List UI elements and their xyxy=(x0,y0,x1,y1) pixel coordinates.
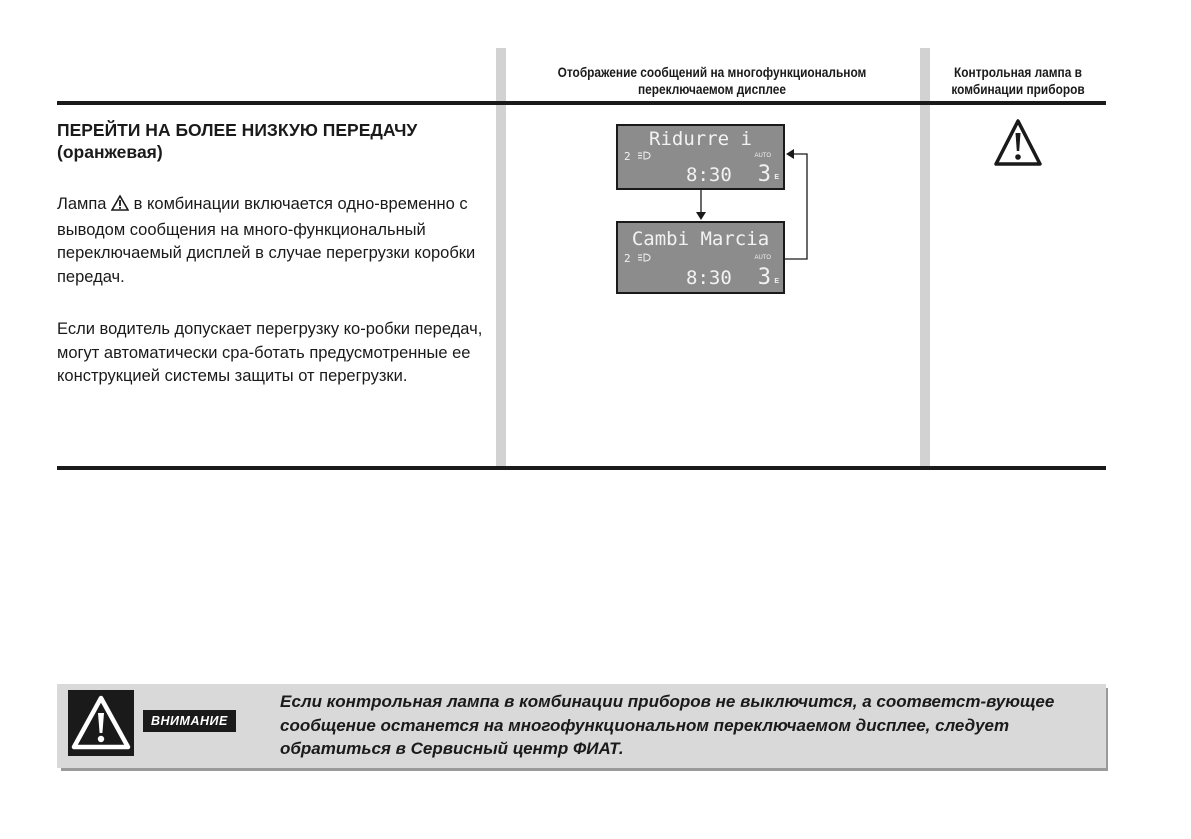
lcd-gear: 3 xyxy=(757,162,771,187)
lcd-auto-label: AUTO xyxy=(754,153,771,159)
warning-triangle-icon xyxy=(68,690,134,756)
section-title-line2: (оранжевая) xyxy=(57,142,163,162)
header-display-column: Отображение сообщений на многофункциональном переключаемом дисплее xyxy=(557,65,867,97)
lcd-auto-label: AUTO xyxy=(754,255,771,261)
warning-triangle-icon xyxy=(993,118,1043,173)
headlight-icon xyxy=(637,253,651,262)
column-separator-right xyxy=(920,48,930,468)
lcd-display-ridurre xyxy=(616,124,785,190)
lcd-gear-sub: E xyxy=(774,174,779,181)
lcd-gear-indicator: 2 xyxy=(624,252,651,265)
section-title-line1: ПЕРЕЙТИ НА БОЛЕЕ НИЗКУЮ ПЕРЕДАЧУ xyxy=(57,120,418,140)
lcd-gear-indicator: 2 xyxy=(624,150,651,163)
lcd-display-cambi-marcia xyxy=(616,221,785,294)
table-bottom-rule xyxy=(57,466,1106,470)
lcd-gear-sub: E xyxy=(774,278,779,285)
headlight-icon xyxy=(637,151,651,160)
table-top-rule xyxy=(57,101,1106,105)
warning-triangle-icon xyxy=(111,195,129,219)
lcd-message: Ridurre i xyxy=(649,128,752,150)
column-separator-left xyxy=(496,48,506,468)
header-lamp-column: Контрольная лампа в комбинации приборов xyxy=(951,65,1085,97)
paragraph-1-start: Лампа xyxy=(57,195,107,213)
lcd-gear: 3 xyxy=(757,265,771,290)
warning-label: ВНИМАНИЕ xyxy=(143,710,236,732)
paragraph-2: Если водитель допускает перегрузку ко-робки передач, могут автоматически сра-ботать предусмотренные ее конструкцией системы защиты от перегрузки. xyxy=(57,320,483,385)
lcd-clock: 8:30 xyxy=(686,164,732,186)
lcd-clock: 8:30 xyxy=(686,267,732,289)
lcd-message: Cambi Marcia xyxy=(631,228,770,250)
section-title xyxy=(57,119,497,163)
warning-text: Если контрольная лампа в комбинации приборов не выключится, а соответст-вующее сообщение останется на многофункциональном переключаемом дисплее, следует обратиться в Сервисный центр ФИАТ. xyxy=(280,692,1055,758)
paragraph-1-rest: в комбинации включается одно-временно с выводом сообщения на много-функциональный переключаемый дисплей в случае перегрузки коробки передач. xyxy=(57,195,476,286)
paragraph-1 xyxy=(57,193,487,289)
